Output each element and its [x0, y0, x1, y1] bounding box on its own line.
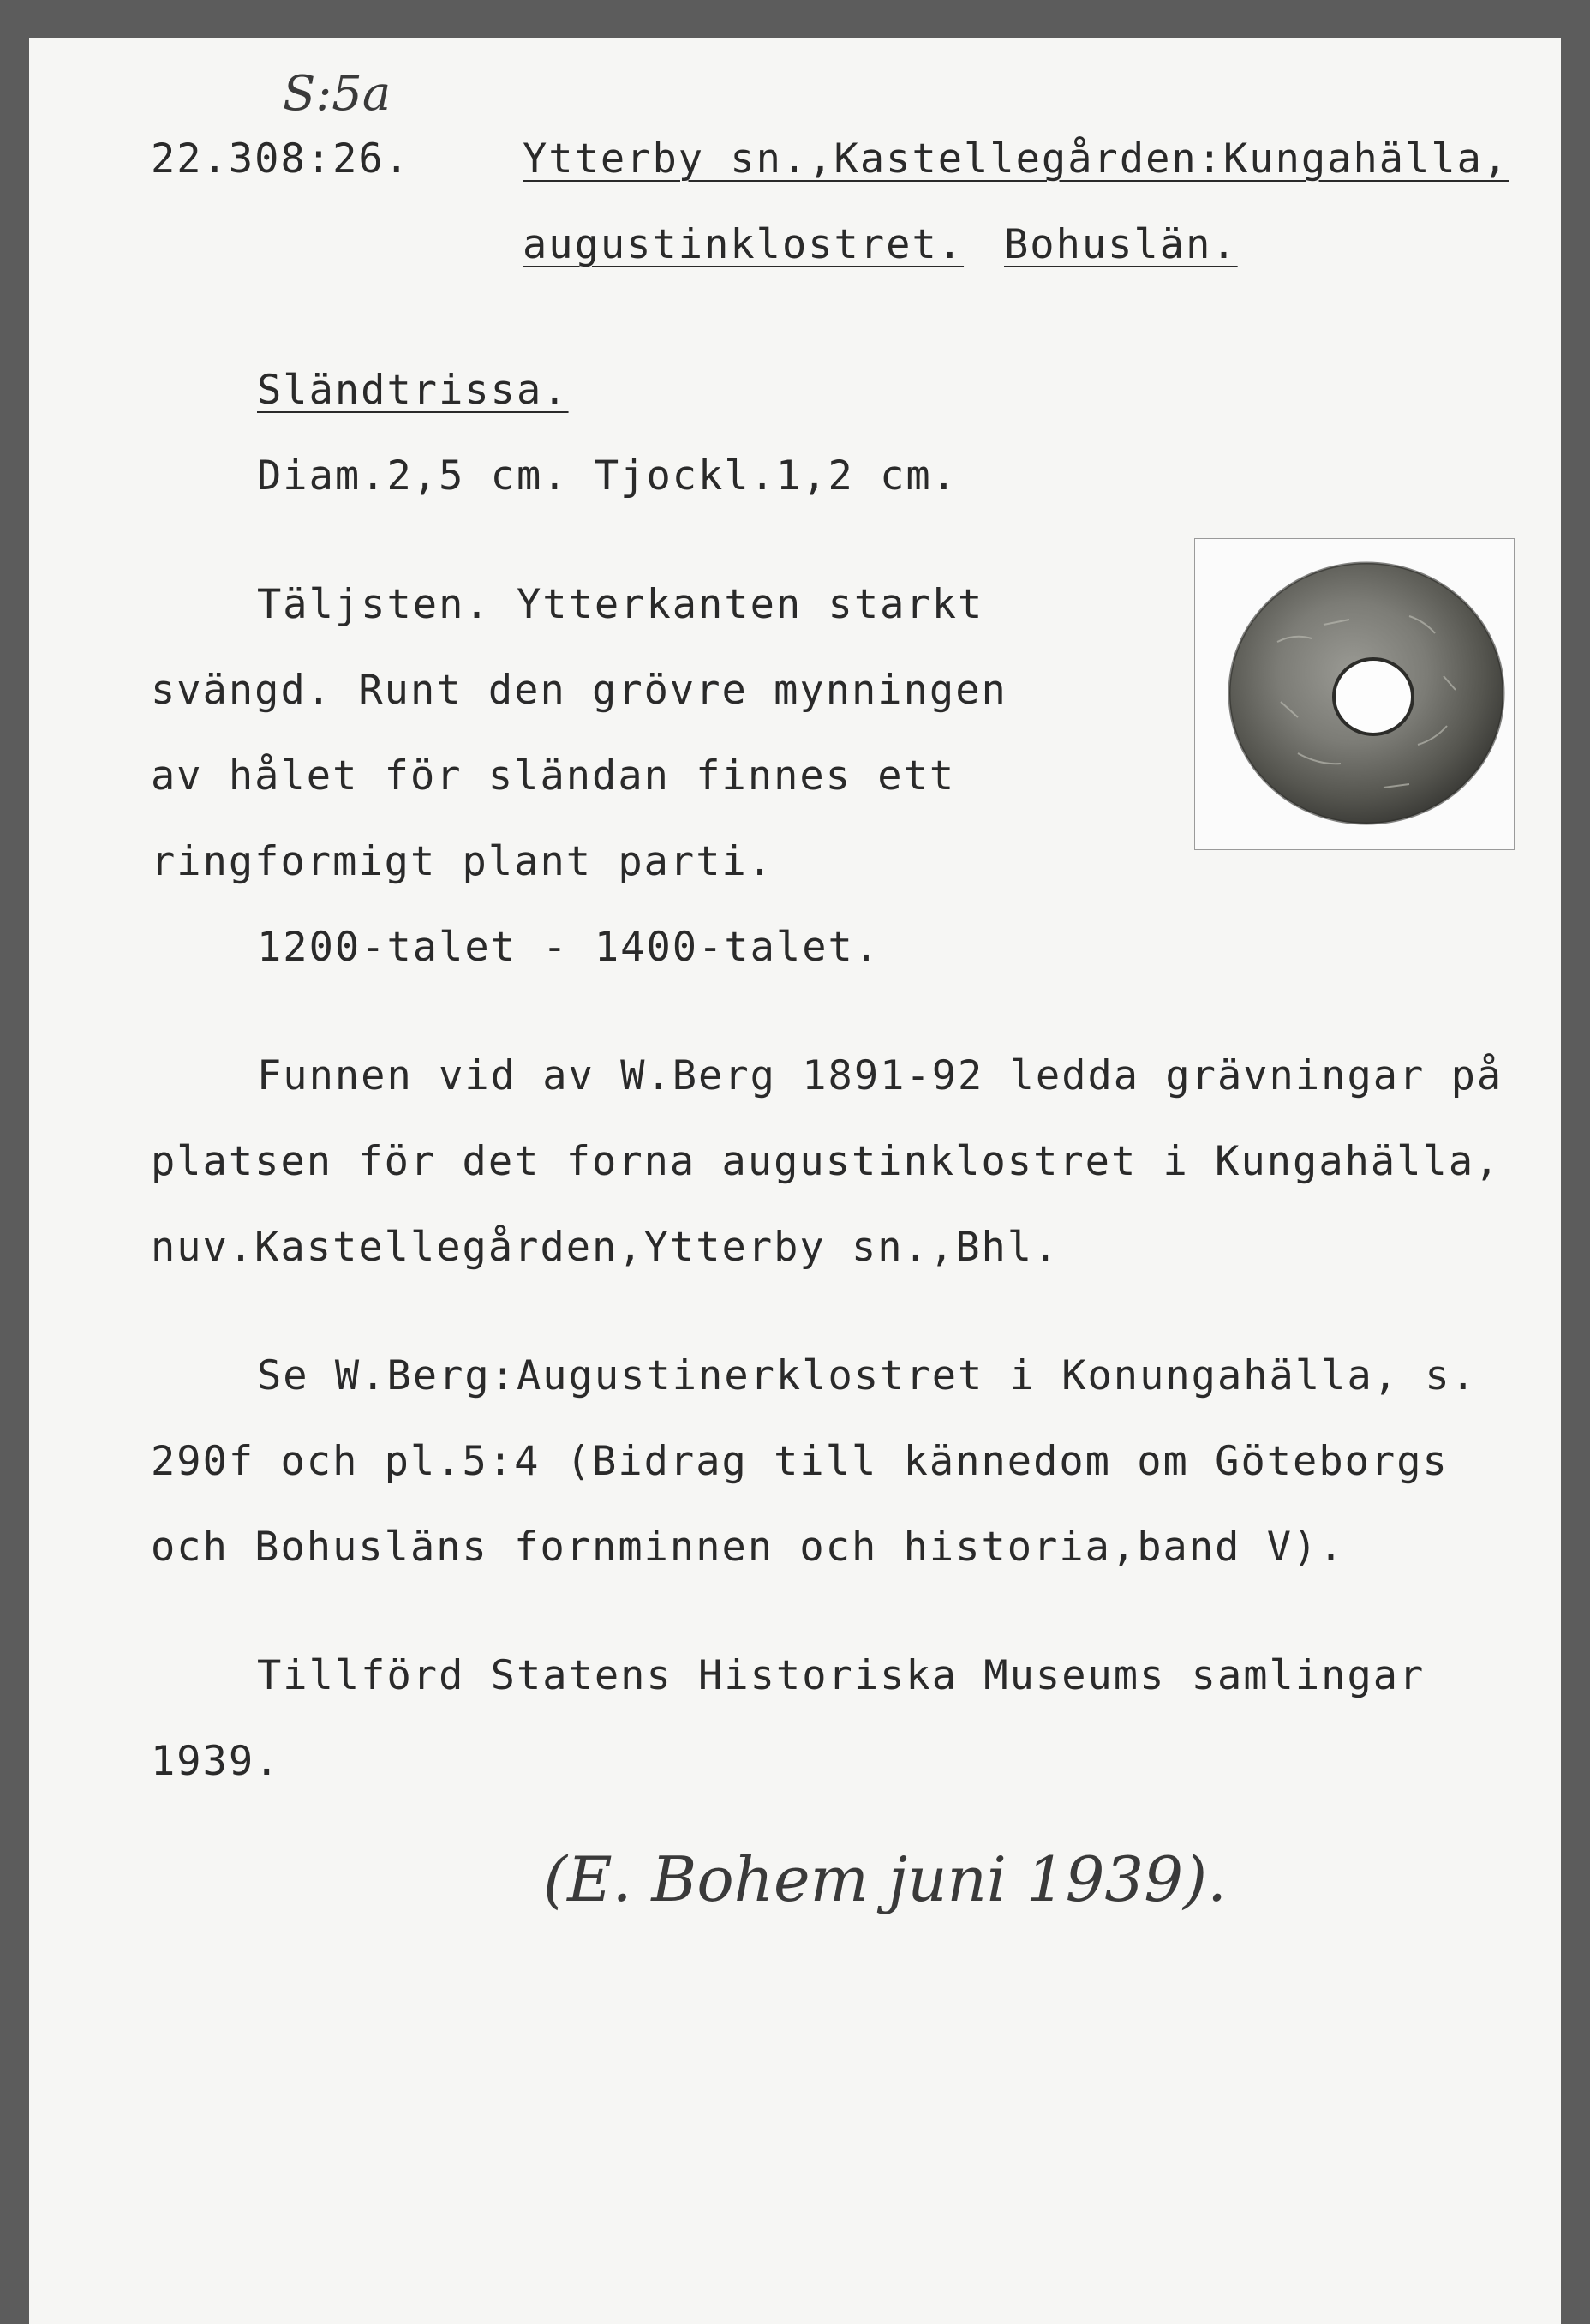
reference-line-1: Se W.Berg:Augustinerklostret i Konungahälla, s. [257, 1352, 1477, 1399]
description-line-1: Täljsten. Ytterkanten starkt [257, 581, 984, 628]
accession-line-1: Tillförd Statens Historiska Museums samlingar [257, 1652, 1426, 1699]
find-info-line-3: nuv.Kastellegården,Ytterby sn.,Bhl. [151, 1224, 1060, 1271]
location-line-2a: augustinklostret. [523, 221, 965, 268]
description-line-3: av hålet för sländan finnes ett [151, 752, 956, 800]
whorl-hole [1334, 659, 1413, 734]
object-name: Sländtrissa. [257, 367, 569, 414]
reference-line-2: 290f och pl.5:4 (Bidrag till kännedom om Göteborgs [151, 1438, 1449, 1485]
description-line-4: ringformigt plant parti. [151, 838, 774, 885]
spindle-whorl-photo [1194, 538, 1515, 850]
find-info-line-1: Funnen vid av W.Berg 1891-92 ledda grävningar på [257, 1052, 1503, 1099]
dimensions: Diam.2,5 cm. Tjockl.1,2 cm. [257, 452, 959, 500]
accession-line-2: 1939. [151, 1738, 281, 1785]
location-line-1: Ytterby sn.,Kastellegården:Kungahälla, [523, 135, 1509, 183]
handwritten-signature: (E. Bohem juni 1939). [543, 1843, 1228, 1915]
catalog-number: 22.308:26. [151, 135, 410, 183]
description-line-2: svängd. Runt den grövre mynningen [151, 667, 1007, 714]
handwritten-mark: S:5a [283, 66, 392, 122]
catalog-card [29, 38, 1561, 2324]
location-line-2b: Bohuslän. [1004, 221, 1238, 268]
dating: 1200-talet - 1400-talet. [257, 924, 881, 971]
reference-line-3: och Bohusläns fornminnen och historia,band V). [151, 1524, 1345, 1571]
find-info-line-2: platsen för det forna augustinklostret i Kungahälla, [151, 1138, 1501, 1185]
